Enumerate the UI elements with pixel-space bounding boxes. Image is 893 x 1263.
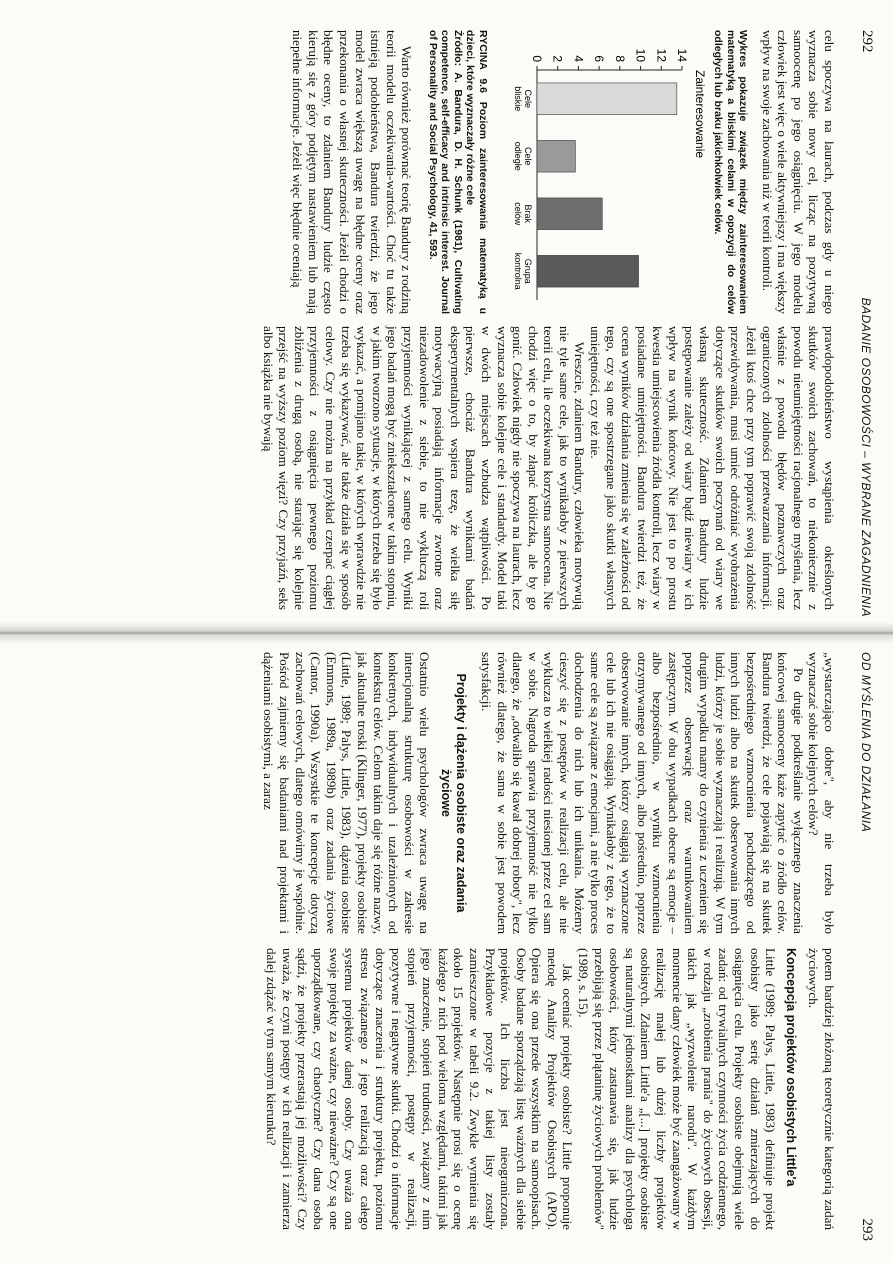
y-tick-label: 14 (674, 48, 689, 62)
y-tick-label: 6 (591, 55, 606, 62)
right-col2-p2: Little (1989; Palys, Little, 1983) definiuje projekt osobisty jako serię działań zmierzających do osiągnięcia celu. Projekty osobiste obejmują wiele zadań: od trywialnych czynności życia codziennego, w rodzaju „zrobienia prania" do życiowych obsesji, takich jak „wyzwolenie narodu". W każdym momencie dany człowiek może być zaangażowany w realizację małej lub dużej liczby projektów osobistych. Zdaniem Little'a „[...] projekty osobiste są naturalnymi jednostkami analizy dla psychologa osobowości, który zastanawia się, jak ludzie przebijają się przez plątaninę życiowych problemów" (1989, s. 15). (576, 948, 779, 1230)
subheading-little: Koncepcja projektów osobistych Little'a (783, 948, 798, 1187)
category-label: kontrolna (512, 252, 523, 290)
category-label: Cele (522, 146, 533, 166)
right-col2-p1: potem bardziej złożoną teoretycznie kategorią zadań życiowych. (806, 948, 837, 1230)
chart-title: Zainteresowanie (692, 70, 707, 159)
right-page (0, 632, 893, 1263)
left-column-1 (290, 30, 837, 314)
right-column-1 (261, 652, 837, 934)
y-tick-label: 12 (653, 48, 668, 62)
category-label: Grupa (522, 258, 533, 284)
y-tick-label: 10 (633, 48, 648, 62)
figure-9-6 (426, 30, 749, 314)
left-col2-p2: Wreszcie, zdaniem Bandury, człowieka motywują nie tyle same cele, jak to wynikałoby z pierwszych teorii celu, ile oczekiwana korzystna samoocena. Nie chodzi więc o to, by złapać króliczka, ale by go gonić. Człowiek nigdy nie spoczywa na laurach, lecz wyznacza sobie kolejne cele i standardy. Model taki w dwóch miejscach wzbudza wątpliwości. Po pierwsze, chociaż Bandura wynikami badań eksperymentalnych wspiera tezę, że wielka siłę motywacyjną posiadają informacje zwrotne oraz niezadowolenie z siebie, to nie wykluczą roli przyjemności wynikającej z samego celu. Wyniki jego badań mogą być zniekształcone w takim stopniu, w jakim tworzono sytuacje, w których trzeba się było wykazać, a pomijano takie, w których wprawdzie nie trzeba się wykazywać, ale także działa się w sposób celowy. Czy nie można na przykład czerpać ciągłej przyjemności z osiągnięcia pewnego poziomu zbliżenia z drugą osobą, nie starając się kolejnie przejść na wyższy poziom więzi? Czy przyjaźń, seks albo książka nie bywają (260, 326, 588, 610)
left-page (0, 0, 893, 631)
chart-bars (513, 83, 677, 290)
left-column-2 (260, 326, 837, 610)
y-tick-label: 2 (550, 55, 565, 62)
y-tick-label: 8 (612, 55, 627, 62)
right-column-2 (264, 948, 837, 1230)
left-running-head: BADANIE OSOBOWOŚCI – WYBRANE ZAGADNIENIA (859, 297, 873, 617)
left-col1-intro: celu spoczywa na laurach, podczas gdy u niego wyznacza sobie nowy cel, licząc na pozytywną samoocenę po jego osiągnięciu. W jego modelu człowiek jest więc o wiele aktywniejszy i ma większy wpływ na swoje zachowania niż w teorii kontroli. (759, 30, 837, 314)
section-heading: Projekty i dążenia osobiste oraz zadania życiowe (439, 673, 469, 913)
category-label: Brak (522, 204, 533, 224)
left-col1-after: Warto również porównać teorię Bandury z rodziną teorii modelu oczekiwania-wartości. Choć tu także istnieją podobieństwa, Bandura twierdzi, że jego model zwraca większą uwagę na błędne oceny oraz przekonania o własnej skuteczności. Jeżeli chodzi o błędne oceny, to zdaniem Bandury ludzie często kierują się z góry podjętym nastawieniem lub mają niepełne informacje. Jeżeli więc błędnie oceniają (290, 30, 415, 314)
right-page-number: 293 (859, 1218, 875, 1241)
bar-4 (537, 255, 639, 287)
figure-note: Wykres pokazuje związek między zainteresowaniem matematyką a bliskimi celami w opozycji do celów odległych lub braku jakichkolwiek celów. (712, 30, 750, 314)
right-col1-p2: Po drugie podkreślanie wyłącznego znaczenia końcowej samooceny każe zapytać o źródło celów. Bandura twierdzi, że cele pojawiają się na skutek bezpośredniego wzmocnienia pochodzącego od innych ludzi albo na skutek obserwowania innych ludzi, którzy je sobie wyznaczają i realizują. W tym drugim wypadku mamy do czynienia z uczeniem się poprzez obserwację oraz warunkowaniem zastępczym. W obu wypadkach obecne są emocje – albo bezpośrednio, w wyniku wzmocnienia otrzymywanego od innych, albo pośrednio, poprzez obserwowanie innych, którzy osiągają wyznaczone cele lub ich nie osiągają. Wynikałoby z tego, że to same cele są związane z emocjami, a nie tylko proces dochodzenia do nich lub ich unikania. Możemy cieszyć się z postępów w realizacji celu, ale nie wyklucza to wielkiej radości niesionej przez cel sam w sobie. Nagroda sprawia przyjemność nie tylko dlatego, że „odwaliło się kawał dobrej roboty", lecz również dlatego, że sama w sobie jest powodem satysfakcji. (478, 652, 806, 934)
right-running-head: OD MYŚLENIA DO DZIAŁANIA (859, 652, 873, 833)
figure-caption: RYCINA 9.6 Poziom zainteresowania matematyką u dzieci, które wyznaczały różne cele (464, 30, 489, 314)
right-col2-p3: Jak oceniać projekty osobiste? Little proponuje metodę Analizy Projektów Osobistych (APO). Opiera się ona przede wszystkim na samoopisach. Osoby badane sporządzają listę ważnych dla siebie projektów. Ich liczba jest nieograniczona. Przykładowe pozycje z takiej listy zostały zamieszczone w tabeli 9.2. Zwykle wymienia się około 15 projektów. Następnie prosi się o ocenę każdego z nich pod wieloma względami, takimi jak jego znaczenie, stopień trudności, związany z nim stopień przyjemności, postępy w realizacji, pozytywne i negatywne skutki. Chodzi o informacje dotyczące znaczenia i struktury projektu, poziomu stresu związanego z jego realizacją oraz całego systemu projektów danej osoby. Czy uważa ona swoje projekty za ważne, czy nieważne? Czy są one uporządkowane, czy chaotyczne? Czy dana osoba sądzi, że projekty przerastają jej możliwości? Czy uważa, że czyni postępy w ich realizacji i zamierza dalej zdążać w tym samym kierunku? (264, 948, 576, 1230)
category-label: odległe (512, 141, 523, 171)
category-label: Cele (522, 89, 533, 109)
bar-3 (537, 198, 602, 230)
figure-source: Źródło: A. Bandura, D. H. Schunk (1981), Cultivating competence, self-efficacy and intrinsic interest. Journal of Personality and Social Psychology, 41, 593. (426, 30, 464, 314)
y-tick-label: 4 (570, 55, 585, 62)
right-col1-p1: „wystarczająco dobre", aby nie trzeba było wyznaczać sobie kolejnych celów? (806, 652, 837, 934)
interest-bar-chart (497, 30, 712, 314)
y-tick-label: 0 (529, 55, 544, 62)
bar-1 (537, 83, 677, 115)
category-label: bliskie (512, 86, 523, 112)
bar-2 (537, 140, 575, 172)
left-col2-p1: prawdopodobieństwo wystąpienia określonych skutków swoich zachowań, to niekoniecznie z powodu nieumiejętności racjonalnego myślenia, lecz właśnie z powodu błędów poznawczych oraz ograniczonych zdolności przetwarzania informacji. Jeżeli ktoś chce przy tym poprawić swoją zdolność przewidywania, musi umieć odróżniać wyobrażenia dotyczące skutków swoich poczynań od wiary we własną skuteczność. Zdaniem Bandury ludzie postępowanie zależy od wiary bądź niewiary w ich wpływ na wynik końcowy. Nie jest to po prostu kwestia umiejscowienia źródła kontroli, lecz wiary w posiadane umiejętności. Bandura twierdzi też, że ocena wyników działania zmienia się w zależności od tego, czy są one spostrzegane jako skutki własnych umiejętności, czy też nie. (588, 326, 837, 610)
right-col1-p3: Ostatnio wielu psychologów zwraca uwagę na intencjonalną strukturę osobowości w zakresie konkretnych, indywidualnych i uzależnionych od kontekstu celów. Celom takim daje się różne nazwy, jak aktualne troski (Klinger, 1977), projekty osobiste (Little, 1989; Palys, Little, 1983), dążenia osobiste (Emmons, 1989a, 1989b) oraz zadania życiowe (Cantor, 1990a). Wszystkie te koncepcje dotyczą zachowań celowych, dlatego omówimy je wspólnie. Pośród zajmiemy się badaniami nad projektami i dążeniami osobistymi, a zaraz (261, 652, 433, 934)
category-label: celów (512, 202, 523, 226)
left-page-number: 292 (859, 30, 875, 53)
